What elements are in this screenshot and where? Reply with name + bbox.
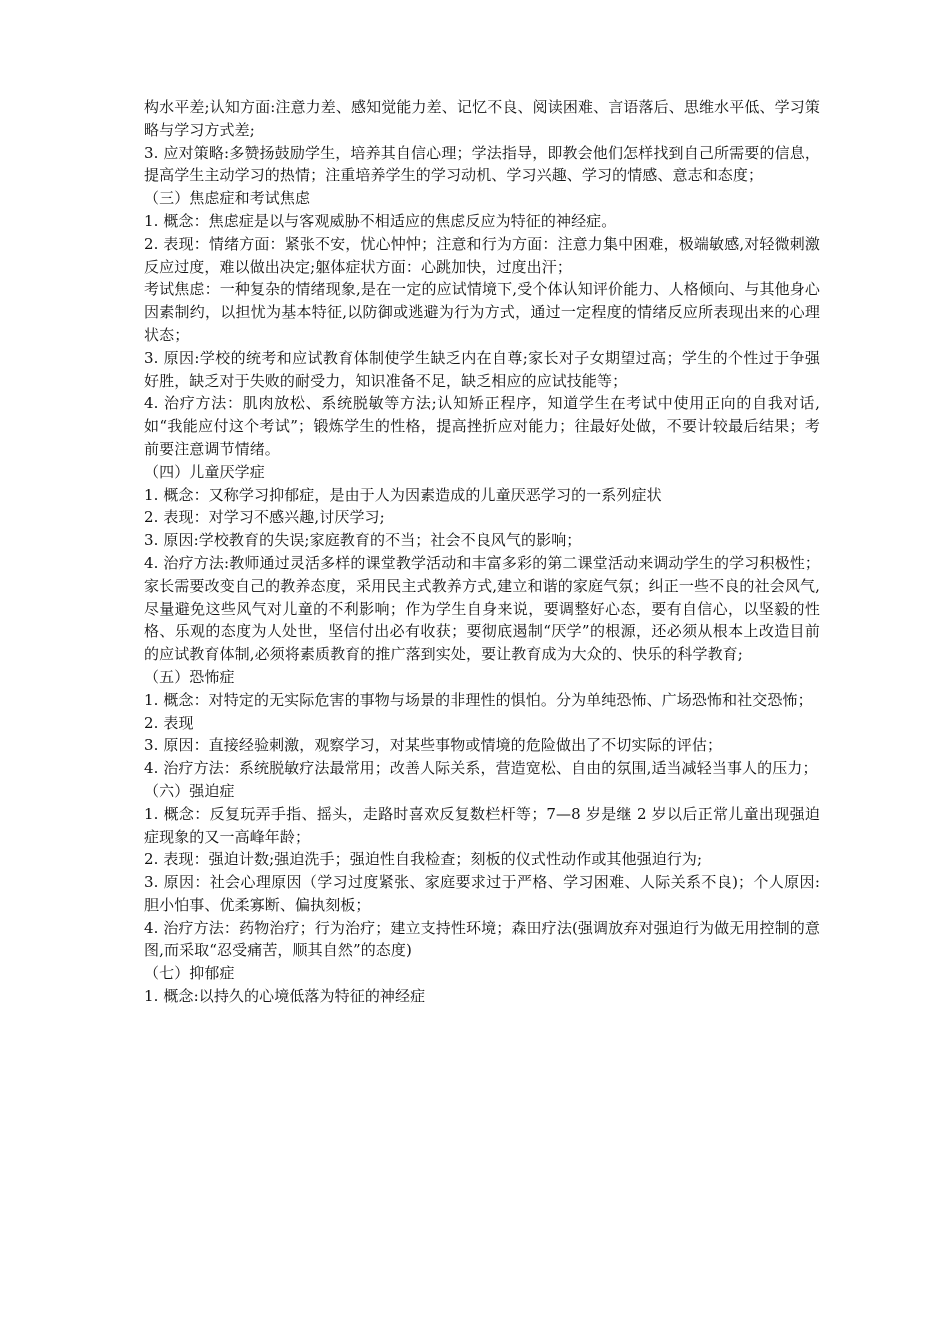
paragraph-aversion-concept: 1. 概念：又称学习抑郁症，是由于人为因素造成的儿童厌恶学习的一系列症状 [144,485,662,504]
paragraph-ocd-treatment: 4. 治疗方法：药物治疗；行为治疗；建立支持性环境；森田疗法(强调放弃对强迫行为做无用控制的意图,而采取“忍受痛苦，顺其自然”的态度) [144,918,820,960]
paragraph-phobia-symptoms: 2. 表现 [144,713,194,732]
document-body [144,96,820,1008]
paragraph-anxiety-treatment: 4. 治疗方法：肌肉放松、系统脱敏等方法;认知矫正程序，知道学生在考试中使用正向的自我对话,如“我能应付这个考试”；锻炼学生的性格，提高挫折应对能力；往最好处做，不要计较最后结果；考前要注意调节情绪。 [144,394,820,458]
paragraph-aversion-symptoms: 2. 表现：对学习不感兴趣,讨厌学习; [144,508,385,527]
paragraph-phobia-concept: 1. 概念：对特定的无实际危害的事物与场景的非理性的惧怕。分为单纯恐怖、广场恐怖和社交恐怖； [144,690,813,709]
paragraph-anxiety-concept: 1. 概念：焦虑症是以与客观威胁不相适应的焦虑反应为特征的神经症。 [144,211,617,230]
section-heading-anxiety: （三）焦虑症和考试焦虑 [144,189,311,208]
paragraph-ocd-symptoms: 2. 表现：强迫计数;强迫洗手；强迫性自我检查；刻板的仪式性动作或其他强迫行为; [144,850,703,869]
paragraph-anxiety-causes: 3. 原因:学校的统考和应试教育体制使学生缺乏内在自尊;家长对子女期望过高；学生的个性过于争强好胜，缺乏对于失败的耐受力，知识准备不足，缺乏相应的应试技能等； [144,348,820,390]
paragraph-ocd-causes: 3. 原因：社会心理原因（学习过度紧张、家庭要求过于严格、学习困难、人际关系不良)；个人原因:胆小怕事、优柔寡断、偏执刻板； [144,873,820,914]
section-heading-depression: （七）抑郁症 [144,964,235,983]
paragraph-aversion-treatment: 4. 治疗方法:教师通过灵活多样的课堂教学活动和丰富多彩的第二课堂活动来调动学生的学习积极性；家长需要改变自己的教养态度，采用民主式教养方式,建立和谐的家庭气氛；纠正一些不良的社会风气,尽量避免这些风气对儿童的不利影响；作为学生自身来说，要调整好心态，要有自信心，以坚毅的性格、乐观的态度为人处世，坚信付出必有收获；要彻底遏制“厌学”的根源，还必须从根本上改造目前的应试教育体制,必须将素质教育的推广落到实处，要让教育成为大众的、快乐的科学教育; [144,553,820,664]
paragraph-phobia-treatment: 4. 治疗方法：系统脱敏疗法最常用；改善人际关系，营造宽松、自由的氛围,适当减轻当事人的压力； [144,759,818,778]
paragraph-depression-concept: 1. 概念:以持久的心境低落为特征的神经症 [144,987,426,1006]
paragraph-phobia-causes: 3. 原因：直接经验刺激，观察学习，对某些事物或情境的危险做出了不切实际的评估； [144,736,723,755]
section-heading-school-aversion: （四）儿童厌学症 [144,462,265,481]
section-heading-phobia: （五）恐怖症 [144,667,235,686]
paragraph-learning-difficulty-causes: 构水平差;认知方面:注意力差、感知觉能力差、记忆不良、阅读困难、言语落后、思维水平低、学习策略与学习方式差; [144,98,820,139]
section-heading-ocd: （六）强迫症 [144,781,235,800]
paragraph-coping-strategy: 3. 应对策略:多赞扬鼓励学生，培养其自信心理；学法指导，即教会他们怎样找到自己所需要的信息，提高学生主动学习的热情；注重培养学生的学习动机、学习兴趣、学习的情感、意志和态度； [144,143,820,185]
paragraph-test-anxiety: 考试焦虑：一种复杂的情绪现象,是在一定的应试情境下,受个体认知评价能力、人格倾向、与其他身心因素制约，以担忧为基本特征,以防御或逃避为行为方式，通过一定程度的情绪反应所表现出来的心理状态； [144,280,820,344]
paragraph-anxiety-symptoms: 2. 表现：情绪方面：紧张不安，忧心忡忡；注意和行为方面：注意力集中困难，极端敏感,对轻微刺激反应过度，难以做出决定;躯体症状方面：心跳加快，过度出汗； [144,234,820,276]
paragraph-aversion-causes: 3. 原因:学校教育的失误;家庭教育的不当；社会不良风气的影响； [144,531,582,550]
paragraph-ocd-concept: 1. 概念：反复玩弄手指、摇头，走路时喜欢反复数栏杆等；7—8 岁是继 2 岁以后正常儿童出现强迫症现象的又一高峰年龄； [144,804,820,846]
